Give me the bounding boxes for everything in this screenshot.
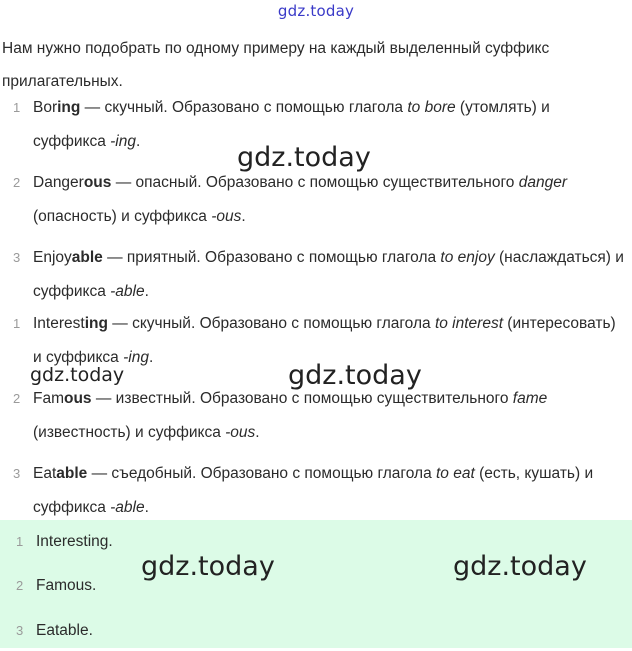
item-text [33,457,625,525]
answer-number: 1 [16,534,24,549]
suffix-label: -ing [110,133,136,150]
suffix-label: -able [110,283,145,300]
item-text [33,166,625,234]
word-stem: Enjoy [33,249,72,266]
item-description-2: (наслаждаться) и суффикса [33,249,624,300]
word-stem: Danger [33,174,84,191]
source-word: danger [518,174,567,191]
item-number: 3 [13,250,21,265]
word-suffix: ing [84,315,108,332]
item-end: . [144,499,149,516]
word-stem: Bor [33,99,58,116]
item-description: — съедобный. Образовано с помощью глагола [87,465,436,482]
intro-paragraph: Нам нужно подобрать по одному примеру на каждый выделенный суффикс прилагательных. [2,40,550,90]
item-end: . [148,349,154,366]
item-text [33,382,625,450]
watermark: gdz.today [30,364,125,386]
item-description-2: (интересовать) и суффикса [33,315,616,366]
source-word: to eat [436,465,475,482]
item-end: . [241,208,246,225]
source-word: to interest [434,315,503,332]
answer-number: 2 [16,578,24,593]
item-number: 3 [13,466,21,481]
item-description-2: (утомлять) и суффикса [33,99,550,150]
answer-number: 3 [16,623,24,638]
source-word: fame [512,390,548,407]
answer-text: Interesting. [36,533,113,550]
source-word: to enjoy [440,249,495,266]
word-suffix: ous [83,174,112,191]
answer-text: Famous. [36,577,97,594]
suffix-label: -ing [123,349,149,366]
item-description-2: (есть, кушать) и суффикса [33,465,594,516]
watermark: gdz.today [141,551,275,582]
item-number: 2 [13,175,21,190]
item-number: 1 [13,316,21,331]
item-text [33,241,625,309]
item-description-2: (известность) и суффикса [33,424,226,441]
word-suffix: able [56,465,88,482]
suffix-label: -ous [225,424,256,441]
suffix-label: -able [110,499,145,516]
answer-text: Eatable. [36,622,93,639]
suffix-label: -ous [211,208,242,225]
word-suffix: ing [57,99,81,116]
item-description: — скучный. Образовано с помощью глагола [80,99,408,116]
item-end: . [144,283,149,300]
word-stem: Interest [33,315,85,332]
word-stem: Eat [33,465,57,482]
watermark: gdz.today [453,551,587,582]
item-number: 1 [13,100,21,115]
word-suffix: able [71,249,103,266]
site-header-logo[interactable]: gdz.today [277,2,355,20]
item-description: — опасный. Образовано с помощью существительного [111,174,519,191]
item-number: 2 [13,391,21,406]
item-end: . [135,133,141,150]
item-description-2: (опасность) и суффикса [33,208,212,225]
word-suffix: ous [64,390,92,407]
watermark: gdz.today [237,142,371,173]
word-stem: Fam [33,390,64,407]
watermark: gdz.today [288,360,422,391]
item-description: — приятный. Образовано с помощью глагола [102,249,441,266]
item-description: — скучный. Образовано с помощью глагола [107,315,435,332]
item-end: . [255,424,260,441]
answer-block [0,520,632,648]
source-word: to bore [407,99,456,116]
item-description: — известный. Образовано с помощью существительного [91,390,513,407]
